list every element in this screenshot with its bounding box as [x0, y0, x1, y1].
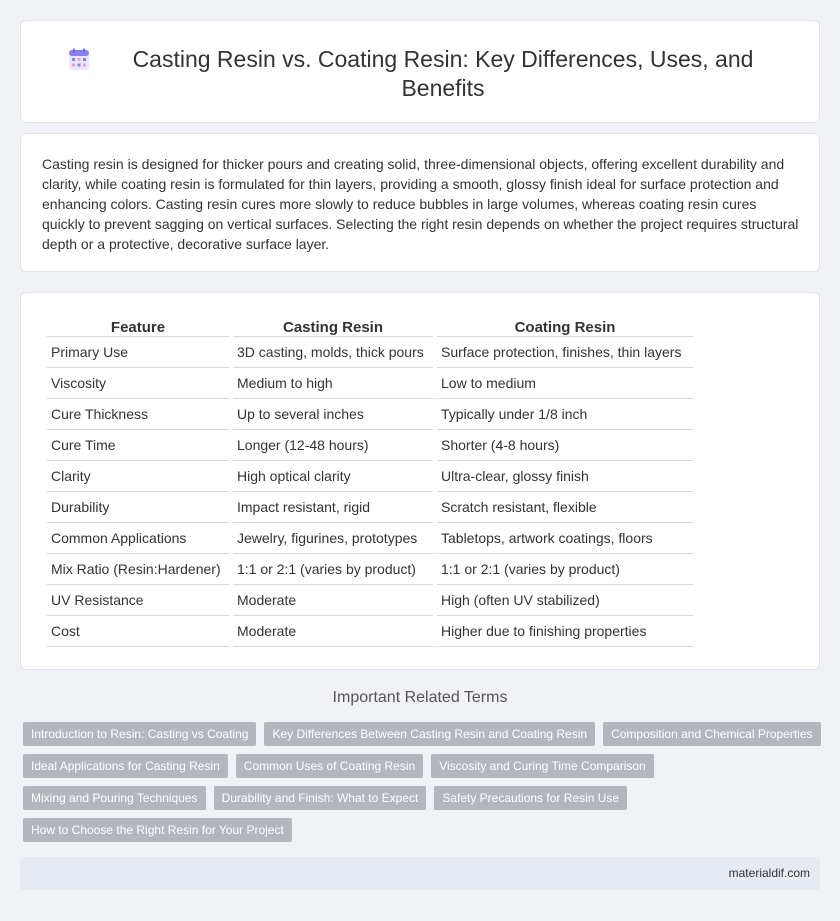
- related-term-tag[interactable]: How to Choose the Right Resin for Your Project: [23, 818, 292, 842]
- table-cell-casting: Jewelry, figurines, prototypes: [233, 523, 433, 554]
- comparison-table: [43, 315, 697, 647]
- table-cell-casting: High optical clarity: [233, 461, 433, 492]
- related-term-tag[interactable]: Common Uses of Coating Resin: [236, 754, 423, 778]
- table-row: [47, 492, 693, 523]
- table-row: [47, 461, 693, 492]
- table-cell-coating: Ultra-clear, glossy finish: [437, 461, 693, 492]
- related-term-tag[interactable]: Durability and Finish: What to Expect: [214, 786, 427, 810]
- table-cell-casting: Medium to high: [233, 368, 433, 399]
- tag-row: [23, 818, 823, 842]
- table-cell-feature: Cost: [47, 616, 229, 647]
- footer: [20, 857, 820, 890]
- table-row: [47, 554, 693, 585]
- table-cell-feature: Viscosity: [47, 368, 229, 399]
- table-cell-feature: Primary Use: [47, 337, 229, 368]
- table-cell-feature: Durability: [47, 492, 229, 523]
- table-cell-coating: 1:1 or 2:1 (varies by product): [437, 554, 693, 585]
- table-cell-coating: Low to medium: [437, 368, 693, 399]
- related-term-tag[interactable]: Key Differences Between Casting Resin and Coating Resin: [264, 722, 595, 746]
- intro-paragraph: Casting resin is designed for thicker pours and creating solid, three-dimensional objects, offering excellent durability and clarity, while coating resin is formulated for thin layers, providing a smooth, glossy finish ideal for surface protection and enhancing colors. Casting resin cures more slowly to reduce bubbles in large volumes, whereas coating resin cures quickly to prevent sagging on vertical surfaces. Selecting the right resin depends on whether the project requires structural depth or a protective, decorative surface layer.: [42, 156, 799, 252]
- table-cell-casting: Up to several inches: [233, 399, 433, 430]
- table-cell-coating: Tabletops, artwork coatings, floors: [437, 523, 693, 554]
- table-row: [47, 585, 693, 616]
- intro-card: [20, 133, 820, 272]
- page-title: Casting Resin vs. Coating Resin: Key Differences, Uses, and Benefits: [132, 46, 754, 101]
- table-row: [47, 523, 693, 554]
- table-cell-coating: Typically under 1/8 inch: [437, 399, 693, 430]
- table-cell-coating: Shorter (4-8 hours): [437, 430, 693, 461]
- tag-row: [23, 786, 823, 810]
- header-coating-resin: Coating Resin: [437, 315, 693, 337]
- table-header-row: [47, 315, 693, 337]
- related-terms-tags: [23, 722, 823, 850]
- table-row: [47, 616, 693, 647]
- table-cell-feature: Clarity: [47, 461, 229, 492]
- title-row: [21, 21, 819, 103]
- related-term-tag[interactable]: Safety Precautions for Resin Use: [434, 786, 627, 810]
- table-cell-feature: Cure Thickness: [47, 399, 229, 430]
- table-cell-feature: UV Resistance: [47, 585, 229, 616]
- table-row: [47, 430, 693, 461]
- tag-row: [23, 754, 823, 778]
- related-term-tag[interactable]: Viscosity and Curing Time Comparison: [431, 754, 654, 778]
- table-cell-casting: Moderate: [233, 585, 433, 616]
- related-term-tag[interactable]: Composition and Chemical Properties: [603, 722, 820, 746]
- table-cell-feature: Mix Ratio (Resin:Hardener): [47, 554, 229, 585]
- table-cell-feature: Common Applications: [47, 523, 229, 554]
- comparison-table-card: [20, 292, 820, 670]
- table-cell-coating: High (often UV stabilized): [437, 585, 693, 616]
- table-cell-coating: Scratch resistant, flexible: [437, 492, 693, 523]
- footer-site-link[interactable]: materialdif.com: [728, 866, 810, 880]
- table-cell-casting: Impact resistant, rigid: [233, 492, 433, 523]
- tag-row: [23, 722, 823, 746]
- related-terms-heading: Important Related Terms: [332, 689, 508, 706]
- table-cell-coating: Surface protection, finishes, thin layers: [437, 337, 693, 368]
- table-cell-casting: Moderate: [233, 616, 433, 647]
- table-row: [47, 368, 693, 399]
- table-cell-casting: 1:1 or 2:1 (varies by product): [233, 554, 433, 585]
- table-cell-coating: Higher due to finishing properties: [437, 616, 693, 647]
- table-cell-casting: 3D casting, molds, thick pours: [233, 337, 433, 368]
- header-casting-resin: Casting Resin: [233, 315, 433, 337]
- header-card: [20, 20, 820, 123]
- table-row: [47, 337, 693, 368]
- calendar-grid-icon: [67, 48, 91, 72]
- related-term-tag[interactable]: Ideal Applications for Casting Resin: [23, 754, 228, 778]
- header-feature: Feature: [47, 315, 229, 337]
- table-row: [47, 399, 693, 430]
- related-term-tag[interactable]: Mixing and Pouring Techniques: [23, 786, 206, 810]
- related-term-tag[interactable]: Introduction to Resin: Casting vs Coating: [23, 722, 256, 746]
- table-cell-feature: Cure Time: [47, 430, 229, 461]
- table-cell-casting: Longer (12-48 hours): [233, 430, 433, 461]
